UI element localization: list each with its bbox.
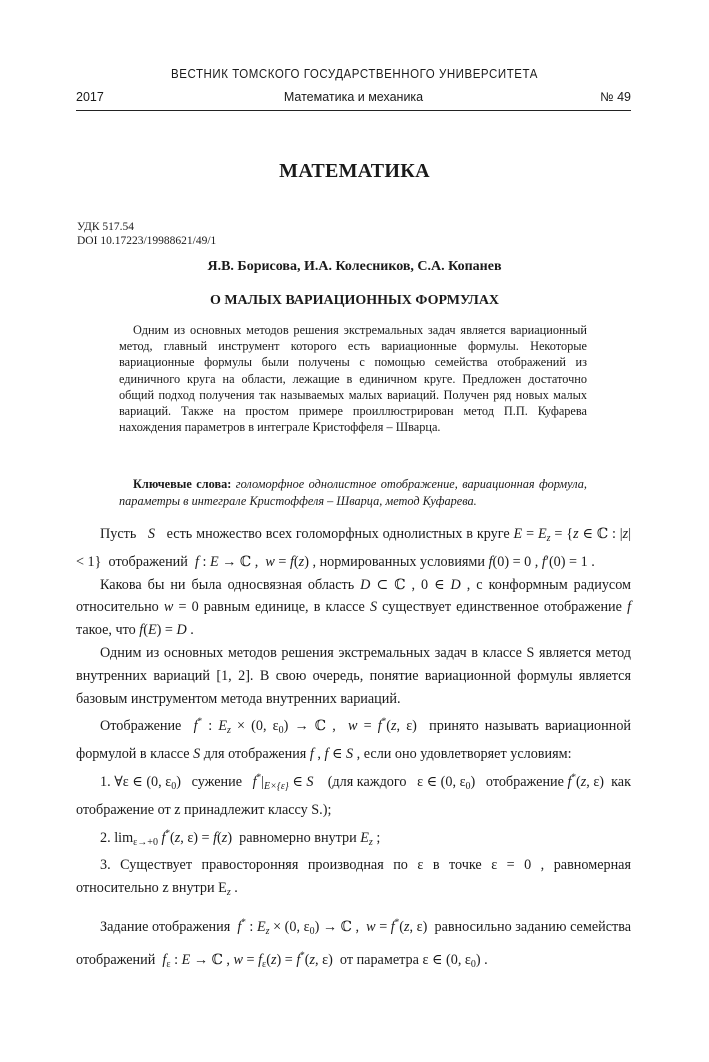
paragraph-1: Пусть S есть множество всех голоморфных однолистных в круге $E = E_z = \{z$ ∈ ℂ : |z| < 1} отображений f : E → ℂ , w = f(z) , нормированных условиями f(0) = 0 , f′(0) = 1 .	[76, 526, 632, 570]
article-title: О МАЛЫХ ВАРИАЦИОННЫХ ФОРМУЛАХ	[209, 293, 500, 308]
condition-3: 3. Существует правосторонняя производная по ε в точке ε = 0 , равномерная относительно z внутри $E_z$ .	[76, 857, 631, 899]
header-rule	[76, 110, 631, 111]
year: 2017	[76, 90, 104, 104]
doi: DOI 10.17223/19988621/49/1	[77, 235, 217, 247]
abstract: Одним из основных методов решения экстремальных задач является вариационный метод, главный инструмент которого есть вариационные формулы. Некоторые вариационные формулы были получены с помощью семейства отображений из единичного круга на области, лежащие в единичном круге. Предложен достаточно общий подход получения так называемых малых вариаций. Получен ряд новых малых вариаций. Также на простом примере проиллюстрирован метод П.П. Куфарева нахождения параметров в интеграле Кристоффеля – Шварца.	[119, 323, 587, 435]
keywords-text: голоморфное однолистное отображение, вариационная формула, параметры в интеграле Кристоффеля – Шварца, метод Куфарева.	[119, 477, 587, 508]
authors: Я.В. Борисова, И.А. Колесников, С.А. Копанев	[207, 259, 502, 274]
keywords-label: Ключевые слова:	[133, 477, 232, 491]
body-text	[76, 523, 631, 977]
paragraph-3: Одним из основных методов решения экстремальных задач в классе S является метод внутренних вариаций [1, 2]. В свою очередь, понятие вариационной формулы является базовым инструментом метода внутренних вариаций.	[76, 644, 631, 707]
issue: № 49	[600, 90, 631, 104]
condition-2: 2. $\lim_{\varepsilon\to+0} f^*(z$, ε) = f(z) равномерно внутри $E_z$ ;	[100, 827, 381, 848]
section-title: МАТЕМАТИКА	[279, 160, 430, 182]
journal-name: ВЕСТНИК ТОМСКОГО ГОСУДАРСТВЕННОГО УНИВЕРСИТЕТА	[171, 67, 538, 81]
paragraph-4: Отображение f* : $E_z \times (0$, $\varepsilon_0$) → ℂ , w = f*(z, ε) принято называть вариационной формулой в классе S для отображения f , f ∈ S , если оно удовлетворяет условиям:	[76, 716, 632, 763]
running-header	[76, 90, 631, 104]
article-meta	[77, 220, 216, 248]
keywords	[119, 476, 587, 510]
series: Математика и механика	[283, 90, 424, 104]
paragraph-2: Какова бы ни была односвязная область D ⊂ ℂ , 0 ∈ D , с конформным радиусом относительно w = 0 равным единице, в классе S существует единственное отображение f такое, что f(E) = D .	[76, 576, 632, 639]
udk: УДК 517.54	[77, 221, 134, 233]
condition-1: 1. ∀ε ∈ (0, $\varepsilon_0$) сужение $f^*|_{E\times\{\varepsilon\}}$ ∈ S (для каждого ε ∈ (0, $\varepsilon_0$) отображение f*(z, ε) как отображение от z принадлежит классу S.);	[76, 771, 631, 818]
paragraph-5: Задание отображения f* : $E_z \times (0$, $\varepsilon_0$) → ℂ , w = f*(z, ε) равносильно заданию семейства отображений $f_\varepsilon$ : E → ℂ , $w = f_\varepsilon(z) = f^*(z$, ε) от параметра ε ∈ (0, $\varepsilon_0$) .	[76, 916, 632, 970]
